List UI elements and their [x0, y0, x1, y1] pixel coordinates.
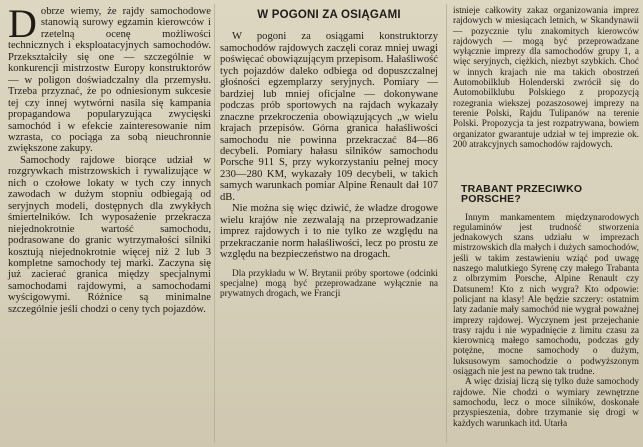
article-column-3	[453, 6, 639, 150]
column-divider	[446, 4, 447, 443]
lead-paragraph-text: obrze wiemy, że rajdy samochodowe stanowią surowy egzamin kierowców i rzetelną ocenę możliwości technicznych i eksploatacyjnych samochodów. Przekształciły się one — szczególnie w konkurencji mistrzostw Europy konstruktorów — w poligon doświadczalny dla przemysłu. Trzeba przyznać, że po odniesionym sukcesie tej czy innej wytwórni nasila się kampania propagandowa popularyzująca zwycięski samochód i w efekcie zainteresowanie nim wzrasta, co pociąga za sobą nieuchronnie zwiększone zakupy.	[8, 6, 211, 155]
body-paragraph: Innym mankamentem międzynarodowych regulaminów jest trudność stworzenia jednakowych szans udziału w imprezach mistrzowskich dla małych i dużych samochodów, jeśli w takim zestawieniu wziąć pod uwagę naszego malutkiego Syrenę czy małego Trabanta z olbrzymim Porsche, Alpine Renault czy Datsunem! Kto z nich wygra? Kto odpowie: policjant na klasy! Ale będzie szczery: ostatnim laty zadanie mały samochód nie wygrał poważnej imprezy rajdowej. Wyczynem jest przejechanie trasy rajdu i nie wypadnięcie z limitu czasu za kierownicą małego samochodu, podczas gdy potężne, mocne samochody o dużym, luksusowym samochodzie o podwyższonym osiągach nie jest na pewno tak trudne.	[453, 212, 639, 378]
article-column-3-section	[453, 180, 639, 429]
footnote-paragraph: Dla przykładu w W. Brytanii próby sportowe (odcinki specjalne) mogą być przeprowadzane wyłącznie na prywatnych drogach, we Francji	[220, 268, 438, 300]
section-headline: TRABANT PRZECIWKO PORSCHE?	[461, 183, 583, 206]
body-paragraph: A więc dzisiaj liczą się tylko duże samochody rajdowe. Nie chodzi o wymiary zewnętrzne samochodu, lecz o moce silników, doskonałe przyspieszenia, dobre trzymanie się drogi w każdych warunkach itd. Utarła	[453, 377, 639, 429]
body-paragraph: W pogoni za osiągami konstruktorzy samochodów rajdowych zaczęli coraz mniej uwagi poświęcać obowiązującym przepisom. Hałaśliwość tych pojazdów daleko odbiega od dopuszczalnej głośności egzemplarzy seryjnych. Pomiary — bardziej lub mniej oficjalne — dokonywane podczas prób sportowych na rajdach wykazały znaczne przekroczenia obowiązujących „w wielu krajach przepisów. Górna granica hałaśliwości samochodu nie powinna przekraczać 84—86 decybeli. Pomiary hałasu silników samochodu Porsche 911 S, przy wykorzystaniu pełnej mocy 230—280 KM, wykazały 109 decybeli, w takich samych warunkach pomiar Alpine Renault dał 107 dB.	[220, 31, 438, 203]
continuation-paragraph: istnieje całkowity zakaz organizowania imprez rajdowych w miesiącach letnich, w Skandynawii — pozycznie tylu znakomitych kierowców rajdowych — mogą być przeprowadzane wyłącznie imprezy dla samochodów grupy 1, a więc seryjnych, ciężkich, niezbyt szybkich. Choć w innych krajach nie ma takich obostrzeń Automobilklub Holenderski zwrócił się do Automobilklubu Polskiego z propozycją rozegrania wiekszej pozaszosowej imprezy na terenie Polski, Rajdu Tulipanów na terenie Polski. Propozycja ta jest rozpatrywana, bowiem organizator gwarantuje udział w tej imprezie ok. 200 atrakcyjnych samochodów rajdowych.	[453, 6, 639, 150]
body-paragraph: Samochody rajdowe biorące udział w rozgrywkach mistrzowskich i rywalizujące w nich o czołowe lokaty w tych czy innych zawodach w dużym stopniu odbiegają od seryjnych modeli, dostępnych dla zwykłych śmiertelników. Ich wyposażenie przekracza niejednokrotnie wartość samochodu, podrasowane do granic wytrzymałości silniki kosztują niejednokrotnie więcej niż 2 lub 3 kompletne samochody tej marki. Zaczyna się już zacierać granica między specjalnymi samochodami rajdowymi, a samochodami wyścigowymi. Różnice są minimalne szczególnie jeśli chodzi o ceny tych pojazdów.	[8, 154, 211, 315]
article-column-2	[220, 6, 438, 299]
section-headline: W POGONI ZA OSIĄGAMI	[257, 9, 401, 21]
lead-paragraph	[8, 1, 211, 155]
article-column-1	[8, 1, 211, 315]
body-paragraph: Nie można się więc dziwić, że władze drogowe wielu krajów nie zezwalają na przeprowadzanie imprez rajdowych i to nie tylko ze względu na przekraczanie norm hałaśliwości, lecz po prostu ze względu na bezpieczeństwo na drogach.	[220, 203, 438, 261]
column-divider	[214, 4, 215, 443]
drop-cap: D	[8, 1, 37, 46]
